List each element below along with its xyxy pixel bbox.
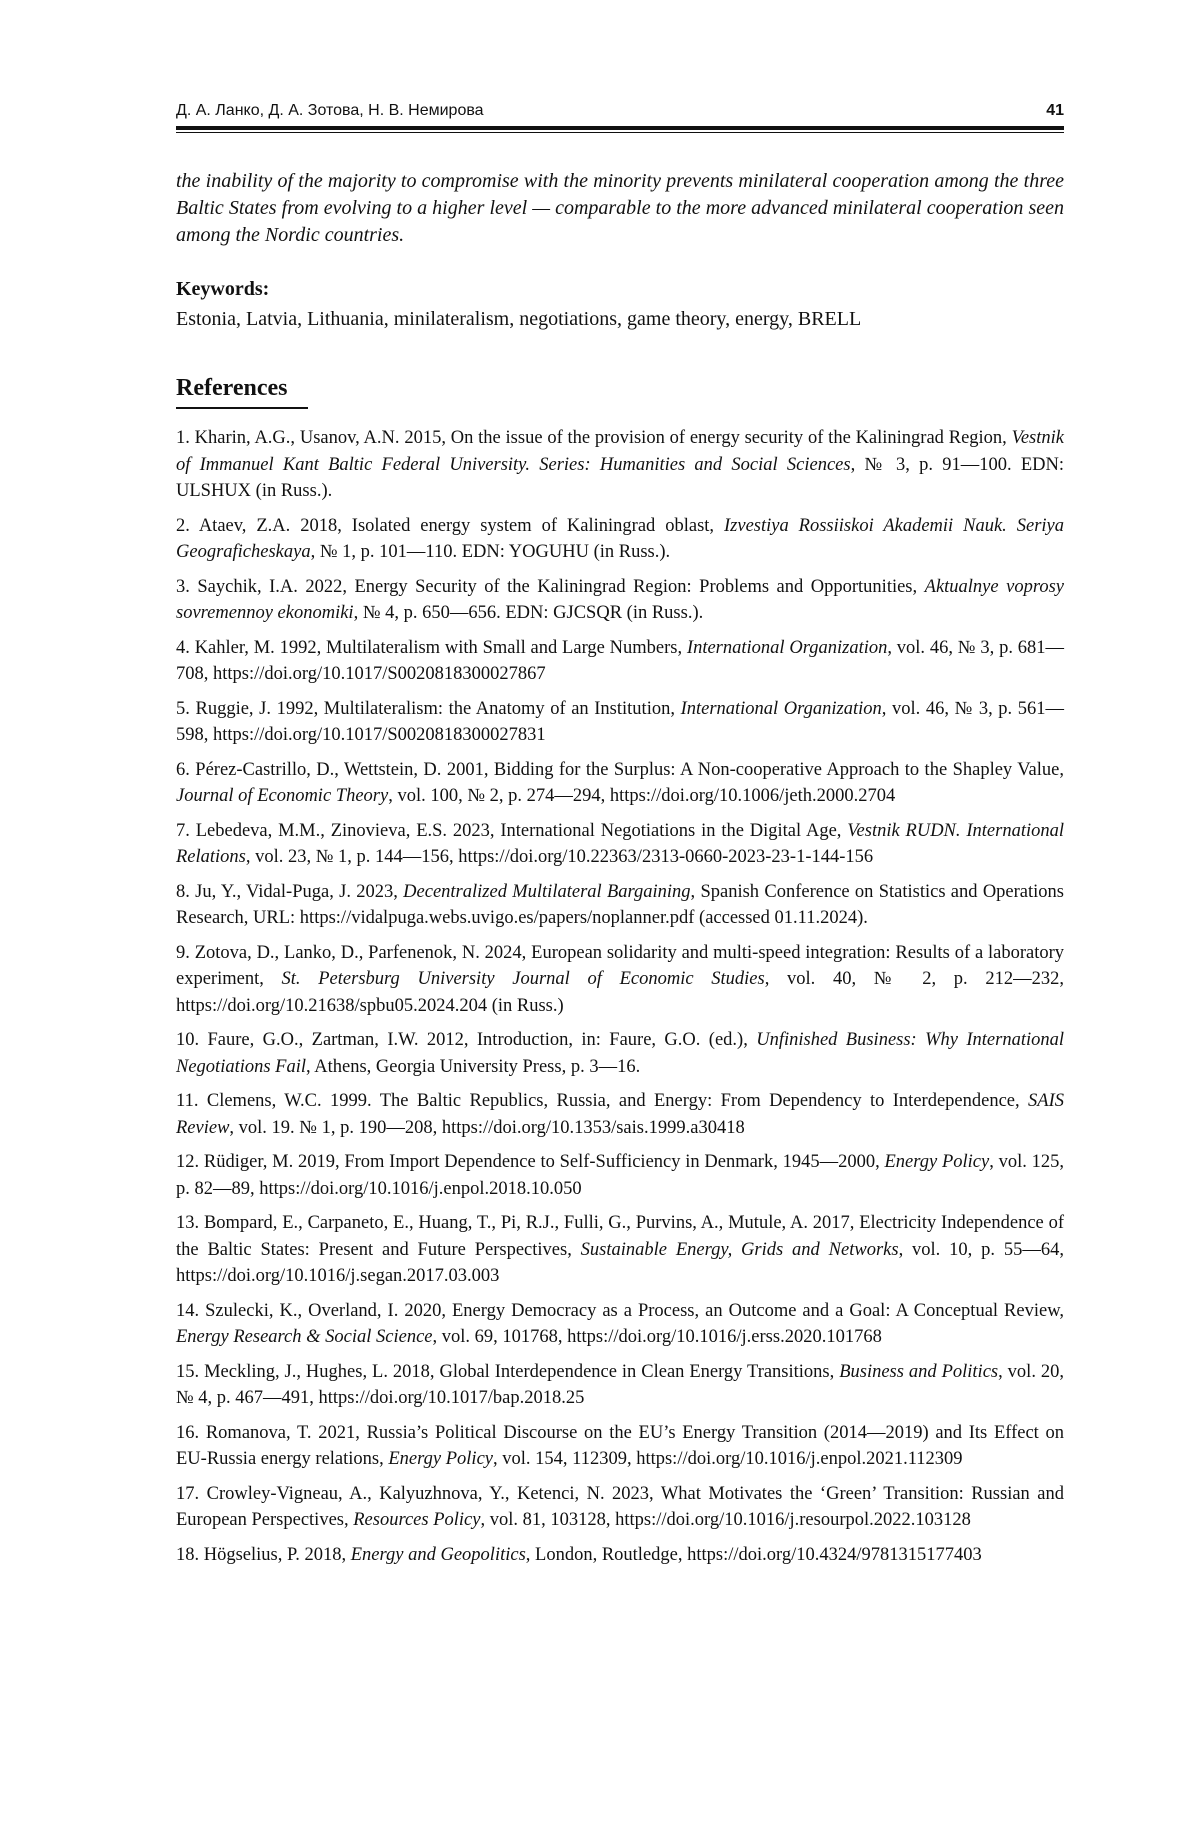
reference-item: [176, 1420, 1064, 1473]
reference-item: [176, 1088, 1064, 1141]
reference-details: , Athens, Georgia University Press, p. 3—16.: [306, 1057, 640, 1077]
reference-source: Business and Politics: [839, 1362, 998, 1382]
reference-text: Pérez-Castrillo, D., Wettstein, D. 2001, Bidding for the Surplus: A Non-cooperative Approach to the Shapley Value,: [195, 760, 1064, 780]
abstract-text: the inability of the majority to compromise with the minority prevents minilateral cooperation among the three Baltic States from evolving to a higher level — comparable to the more advanced minilateral cooperation seen among the Nordic countries.: [176, 168, 1064, 249]
reference-item: [176, 1481, 1064, 1534]
reference-number: 15.: [176, 1362, 199, 1382]
reference-item: [176, 757, 1064, 810]
reference-item: [176, 818, 1064, 871]
keywords-text: Estonia, Latvia, Lithuania, minilateralism, negotiations, game theory, energy, BRELL: [176, 305, 1064, 333]
header-authors: Д. А. Ланко, Д. А. Зотова, Н. В. Немирова: [176, 102, 484, 120]
reference-text: Meckling, J., Hughes, L. 2018, Global Interdependence in Clean Energy Transitions,: [204, 1362, 839, 1382]
reference-text: Bompard, E., Carpaneto, E., Huang, T., Pi, R.J., Fulli, G., Purvins, A., Mutule, A. 2017, Electricity Independence of the Baltic States: Present and Future Perspectives,: [176, 1213, 1064, 1260]
reference-item: [176, 696, 1064, 749]
reference-source: Vestnik of Immanuel Kant Baltic Federal University. Series: Humanities and Social Sciences: [176, 428, 1064, 475]
reference-item: [176, 513, 1064, 566]
reference-item: [176, 1210, 1064, 1290]
reference-number: 2.: [176, 516, 190, 536]
reference-text: Clemens, W.C. 1999. The Baltic Republics, Russia, and Energy: From Dependency to Interdependence,: [207, 1091, 1028, 1111]
reference-details: , London, Routledge, https://doi.org/10.4324/9781315177403: [526, 1545, 982, 1565]
reference-list: [176, 425, 1064, 1568]
reference-details: , vol. 81, 103128, https://doi.org/10.1016/j.resourpol.2022.103128: [480, 1510, 970, 1530]
reference-item: [176, 1359, 1064, 1412]
reference-item: [176, 1149, 1064, 1202]
reference-details: , Spanish Conference on Statistics and Operations Research, URL: https://vidalpuga.webs.uvigo.es/papers/noplanner.pdf (accessed 01.11.2024).: [176, 882, 1064, 929]
reference-source: Energy and Geopolitics: [351, 1545, 526, 1565]
reference-text: Rüdiger, M. 2019, From Import Dependence to Self-Sufficiency in Denmark, 1945—2000,: [204, 1152, 885, 1172]
reference-text: Zotova, D., Lanko, D., Parfenenok, N. 2024, European solidarity and multi-speed integration: Results of a laboratory experiment,: [176, 943, 1064, 990]
reference-details: , vol. 46, № 3, p. 561—598, https://doi.org/10.1017/S0020818300027831: [176, 699, 1064, 746]
reference-item: [176, 635, 1064, 688]
reference-details: , № 3, p. 91—100. EDN: ULSHUX (in Russ.).: [176, 455, 1064, 502]
reference-details: , vol. 154, 112309, https://doi.org/10.1016/j.enpol.2021.112309: [493, 1449, 963, 1469]
reference-number: 1.: [176, 428, 190, 448]
reference-details: , № 4, p. 650—656. EDN: GJCSQR (in Russ.).: [354, 603, 704, 623]
reference-details: , vol. 46, № 3, p. 681—708, https://doi.org/10.1017/S0020818300027867: [176, 638, 1064, 685]
reference-details: , vol. 125, p. 82—89, https://doi.org/10.1016/j.enpol.2018.10.050: [176, 1152, 1064, 1199]
reference-text: Kharin, A.G., Usanov, A.N. 2015, On the issue of the provision of energy security of the Kaliningrad Region,: [195, 428, 1012, 448]
article-body: [176, 168, 1064, 1576]
reference-details: , vol. 20, № 4, p. 467—491, https://doi.org/10.1017/bap.2018.25: [176, 1362, 1064, 1409]
reference-text: Faure, G.O., Zartman, I.W. 2012, Introduction, in: Faure, G.O. (ed.),: [208, 1030, 757, 1050]
reference-item: [176, 1027, 1064, 1080]
reference-text: Lebedeva, M.M., Zinovieva, E.S. 2023, International Negotiations in the Digital Age,: [196, 821, 848, 841]
reference-number: 13.: [176, 1213, 199, 1233]
reference-number: 8.: [176, 882, 190, 902]
reference-number: 18.: [176, 1545, 199, 1565]
reference-item: [176, 1298, 1064, 1351]
reference-item: [176, 940, 1064, 1020]
reference-source: St. Petersburg University Journal of Economic Studies: [282, 969, 765, 989]
reference-details: , vol. 100, № 2, p. 274—294, https://doi.org/10.1006/jeth.2000.2704: [388, 786, 895, 806]
header-rule-thin: [176, 132, 1064, 133]
reference-source: International Organization: [681, 699, 882, 719]
reference-source: Energy Research & Social Science: [176, 1327, 433, 1347]
reference-number: 5.: [176, 699, 190, 719]
reference-text: Ju, Y., Vidal-Puga, J. 2023,: [195, 882, 403, 902]
reference-number: 6.: [176, 760, 190, 780]
keywords-title: Keywords:: [176, 275, 1064, 303]
reference-details: , vol. 69, 101768, https://doi.org/10.1016/j.erss.2020.101768: [433, 1327, 882, 1347]
reference-details: , vol. 10, p. 55—64, https://doi.org/10.1016/j.segan.2017.03.003: [176, 1240, 1064, 1287]
reference-text: Högselius, P. 2018,: [204, 1545, 351, 1565]
page-number: 41: [1046, 102, 1064, 120]
running-header: [176, 98, 1064, 124]
reference-number: 14.: [176, 1301, 199, 1321]
reference-number: 12.: [176, 1152, 199, 1172]
reference-source: Izvestiya Rossiiskoi Akademii Nauk. Seriya Geograficheskaya: [176, 516, 1064, 563]
reference-source: Resources Policy: [353, 1510, 480, 1530]
reference-details: , vol. 23, № 1, p. 144—156, https://doi.org/10.22363/2313-0660-2023-23-1-144-156: [246, 847, 873, 867]
reference-text: Saychik, I.A. 2022, Energy Security of the Kaliningrad Region: Problems and Opportunities,: [197, 577, 924, 597]
reference-source: International Organization: [687, 638, 887, 658]
reference-number: 11.: [176, 1091, 198, 1111]
header-rule-thick: [176, 126, 1064, 130]
reference-text: Kahler, M. 1992, Multilateralism with Small and Large Numbers,: [195, 638, 687, 658]
reference-item: [176, 1542, 1064, 1569]
reference-number: 4.: [176, 638, 190, 658]
reference-source: Unfinished Business: Why International Negotiations Fail: [176, 1030, 1064, 1077]
reference-source: Sustainable Energy, Grids and Networks: [581, 1240, 899, 1260]
reference-item: [176, 425, 1064, 505]
reference-text: Ruggie, J. 1992, Multilateralism: the Anatomy of an Institution,: [195, 699, 680, 719]
reference-source: Decentralized Multilateral Bargaining: [403, 882, 690, 902]
reference-details: , vol. 19. № 1, p. 190—208, https://doi.org/10.1353/sais.1999.a30418: [229, 1118, 744, 1138]
reference-text: Ataev, Z.A. 2018, Isolated energy system of Kaliningrad oblast,: [199, 516, 724, 536]
reference-number: 10.: [176, 1030, 199, 1050]
references-heading: References: [176, 373, 308, 409]
reference-text: Szulecki, K., Overland, I. 2020, Energy Democracy as a Process, an Outcome and a Goal: A Conceptual Review,: [205, 1301, 1064, 1321]
reference-number: 9.: [176, 943, 190, 963]
page: [0, 0, 1200, 1835]
reference-number: 3.: [176, 577, 190, 597]
reference-source: Energy Policy: [388, 1449, 493, 1469]
reference-source: Vestnik RUDN. International Relations: [176, 821, 1064, 868]
reference-text: Crowley-Vigneau, A., Kalyuzhnova, Y., Ketenci, N. 2023, What Motivates the ‘Green’ Transition: Russian and European Perspectives,: [176, 1484, 1064, 1531]
reference-number: 17.: [176, 1484, 199, 1504]
reference-item: [176, 879, 1064, 932]
reference-item: [176, 574, 1064, 627]
reference-source: Energy Policy: [884, 1152, 989, 1172]
reference-details: , № 1, p. 101—110. EDN: YOGUHU (in Russ.).: [311, 542, 671, 562]
reference-source: Journal of Economic Theory: [176, 786, 388, 806]
reference-source: Aktualnye voprosy sovremennoy ekonomiki: [176, 577, 1064, 624]
reference-source: SAIS Review: [176, 1091, 1064, 1138]
reference-number: 7.: [176, 821, 190, 841]
reference-details: , vol. 40, № 2, p. 212—232, https://doi.org/10.21638/spbu05.2024.204 (in Russ.): [176, 969, 1064, 1016]
reference-number: 16.: [176, 1423, 199, 1443]
reference-text: Romanova, T. 2021, Russia’s Political Discourse on the EU’s Energy Transition (2014—2019) and Its Effect on EU-Russia energy relations,: [176, 1423, 1064, 1470]
